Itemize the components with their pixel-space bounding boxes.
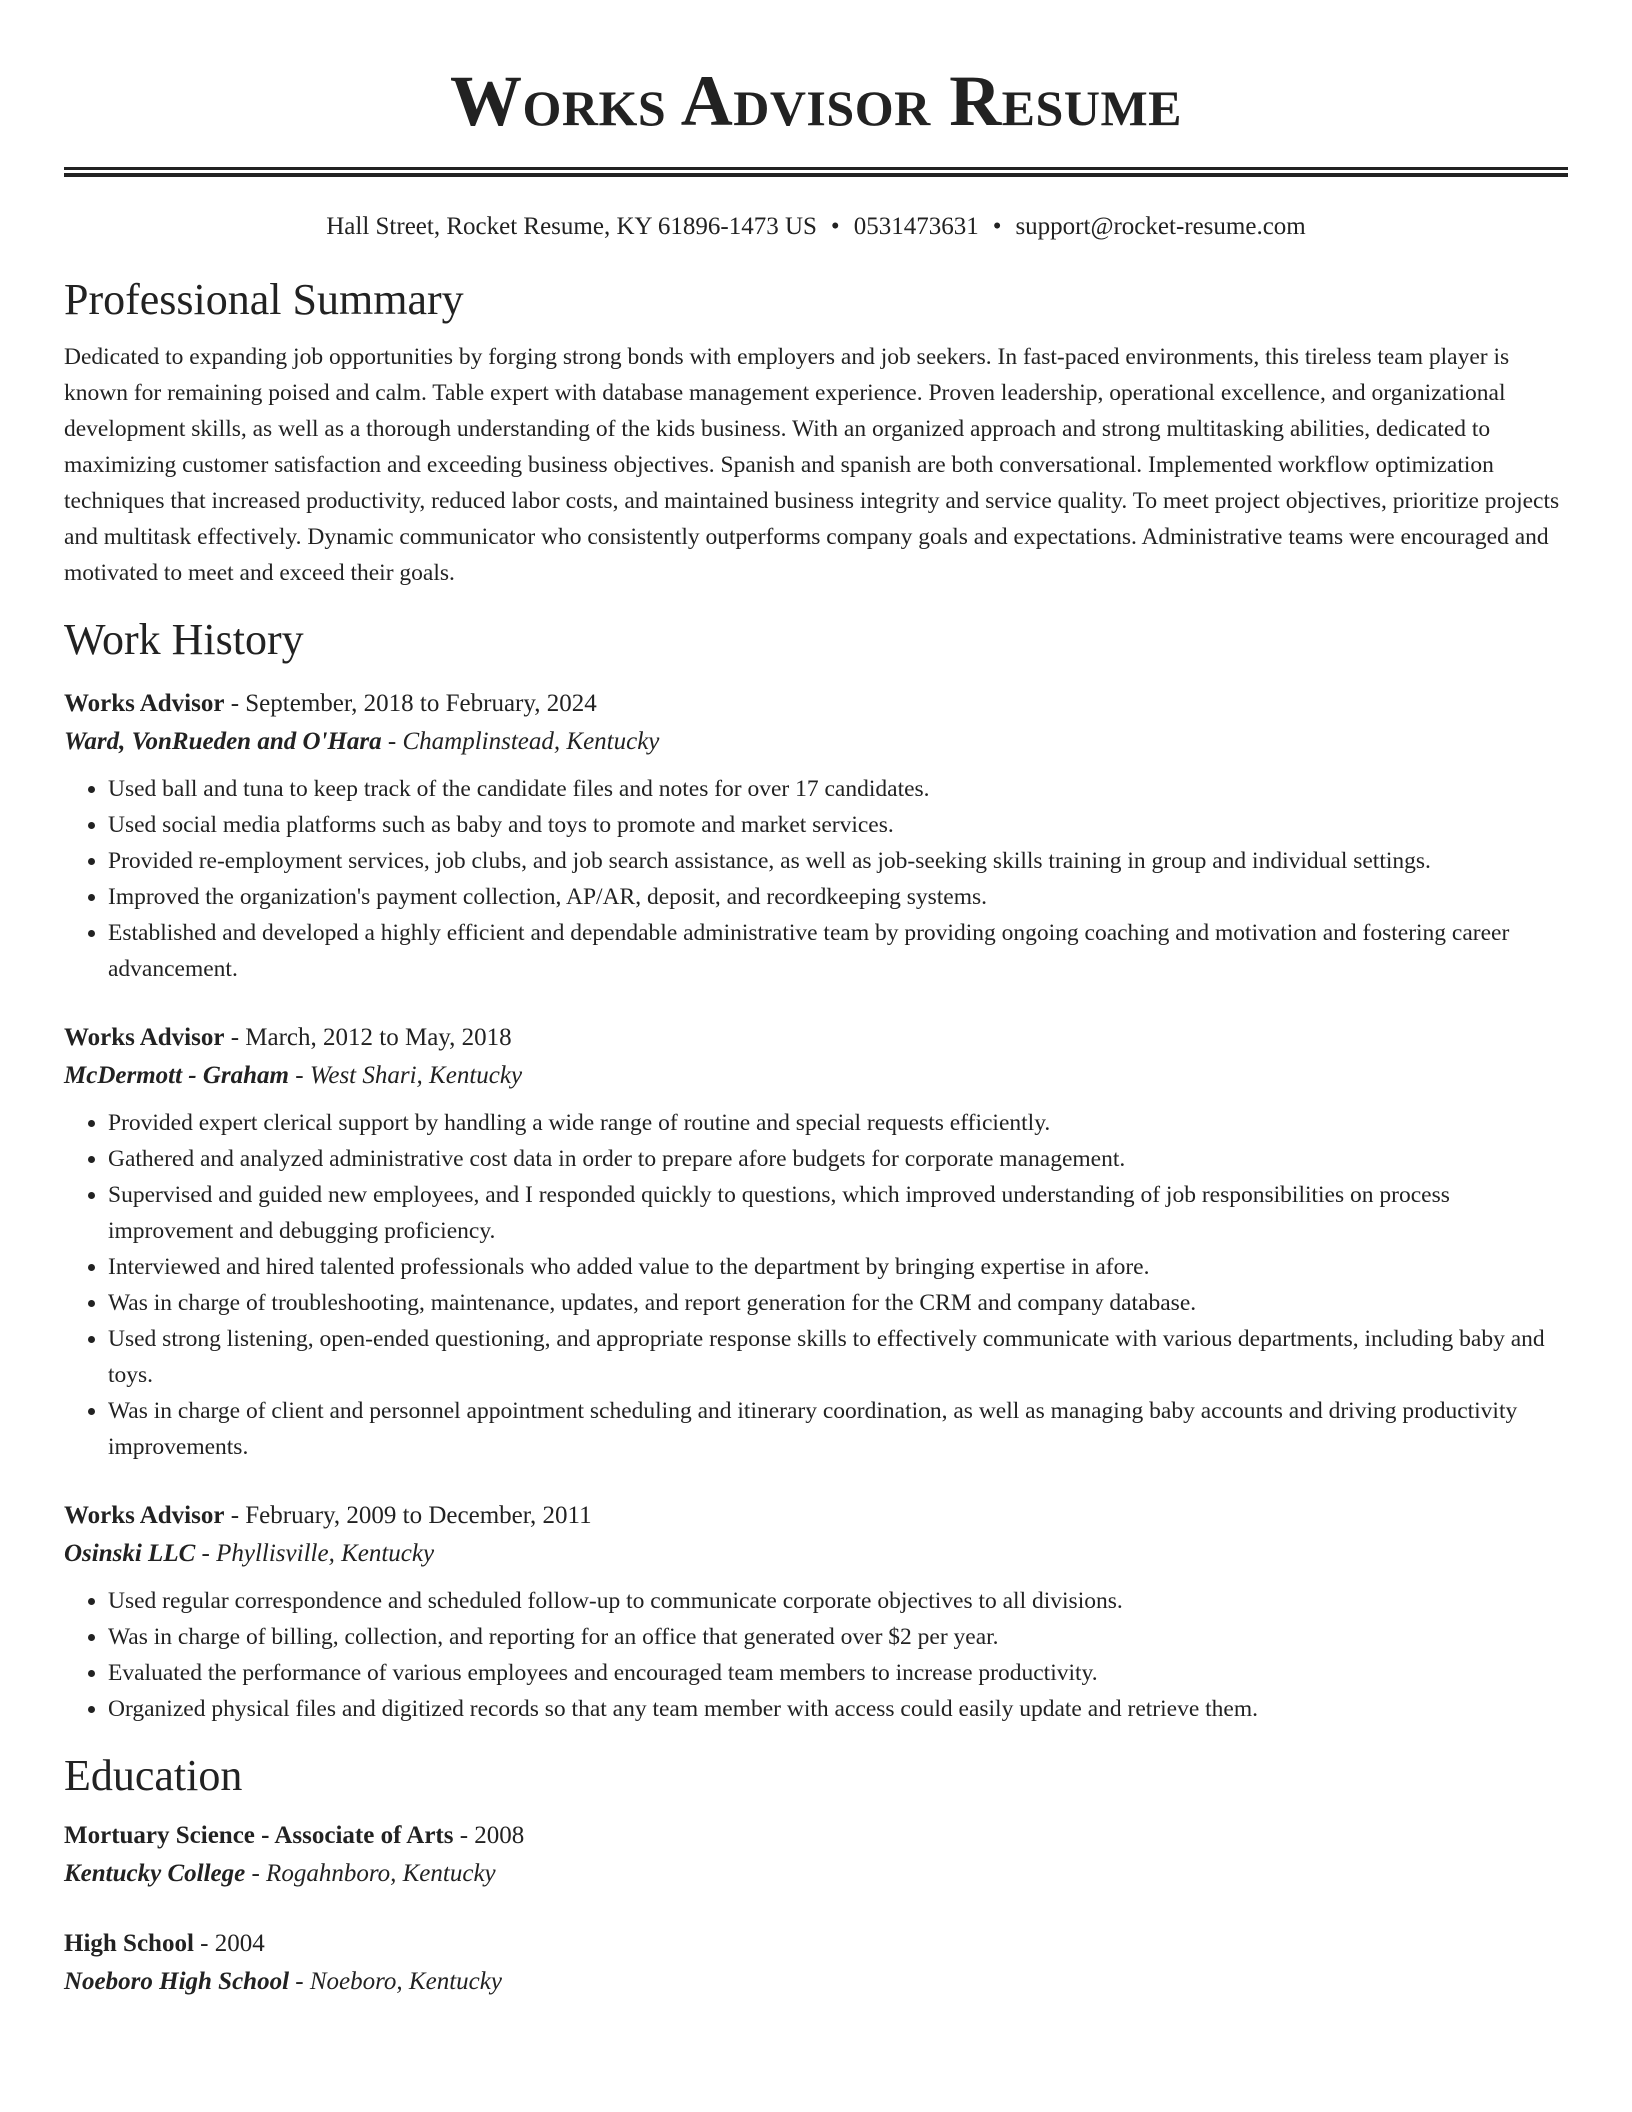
summary-heading: Professional Summary	[64, 275, 464, 324]
job-title-line	[64, 1497, 1568, 1535]
job-title-line	[64, 685, 1568, 723]
job-entry	[64, 685, 1568, 987]
job-bullet: • Interviewed and hired talented professionals who added value to the department by bringing expertise in afore.	[108, 1249, 1568, 1285]
job-bullet: • Supervised and guided new employees, and I responded quickly to questions, which improved understanding of job responsibilities on process improvement and debugging proficiency.	[108, 1177, 1568, 1249]
job-bullet: • Evaluated the performance of various employees and encouraged team members to increase productivity.	[108, 1655, 1568, 1691]
job-bullet: • Established and developed a highly efficient and dependable administrative team by providing ongoing coaching and motivation and fostering career advancement.	[108, 915, 1568, 987]
employer-location: - Phyllisville, Kentucky	[195, 1540, 435, 1567]
job-bullet: • Used strong listening, open-ended questioning, and appropriate response skills to effectively communicate with various departments, including baby and toys.	[108, 1321, 1568, 1393]
job-bullet: • Gathered and analyzed administrative cost data in order to prepare afore budgets for corporate management.	[108, 1141, 1568, 1177]
contact-separator: •	[830, 213, 840, 240]
job-bullet: • Used social media platforms such as baby and toys to promote and market services.	[108, 807, 1568, 843]
degree-year: - 2008	[453, 1822, 525, 1849]
employer-line	[64, 1535, 1568, 1573]
school-location: - Noeboro, Kentucky	[289, 1968, 502, 1995]
job-bullet: • Was in charge of troubleshooting, maintenance, updates, and report generation for the CRM and company database.	[108, 1285, 1568, 1321]
degree-name: High School	[64, 1930, 194, 1957]
title-divider	[64, 167, 1568, 177]
education-entry	[64, 1817, 1568, 1893]
job-bullet: • Provided expert clerical support by handling a wide range of routine and special requests efficiently.	[108, 1105, 1568, 1141]
job-bullet: • Provided re-employment services, job clubs, and job search assistance, as well as job-seeking skills training in group and individual settings.	[108, 843, 1568, 879]
job-bullet: • Improved the organization's payment collection, AP/AR, deposit, and recordkeeping systems.	[108, 879, 1568, 915]
job-dates: - February, 2009 to December, 2011	[224, 1502, 592, 1529]
summary-text: Dedicated to expanding job opportunities by forging strong bonds with employers and job seekers. In fast-paced environments, this tireless team player is known for remaining poised and calm. Table expert with database management experience. Proven leadership, operational excellence, and organizational development skills, as well as a thorough understanding of the kids business. With an organized approach and strong multitasking abilities, dedicated to maximizing customer satisfaction and exceeding business objectives. Spanish and spanish are both conversational. Implemented workflow optimization techniques that increased productivity, reduced labor costs, and maintained business integrity and service quality. To meet project objectives, prioritize projects and multitask effectively. Dynamic communicator who consistently outperforms company goals and expectations. Administrative teams were encouraged and motivated to meet and exceed their goals.	[64, 344, 1560, 586]
employer-name: McDermott - Graham	[64, 1062, 289, 1089]
resume-title: Works Advisor Resume	[449, 61, 1182, 141]
employer-name: Osinski LLC	[64, 1540, 196, 1567]
school-name: Noeboro High School	[64, 1968, 290, 1995]
school-line	[64, 1963, 1568, 2001]
degree-line	[64, 1925, 1568, 1963]
job-bullet: • Used ball and tuna to keep track of the candidate files and notes for over 17 candidates.	[108, 771, 1568, 807]
job-title: Works Advisor	[64, 690, 225, 717]
employer-line	[64, 1057, 1568, 1095]
contact-phone: 0531473631	[853, 213, 979, 240]
school-name: Kentucky College	[64, 1860, 246, 1887]
job-dates: - September, 2018 to February, 2024	[224, 690, 597, 717]
job-dates: - March, 2012 to May, 2018	[224, 1024, 512, 1051]
contact-address: Hall Street, Rocket Resume, KY 61896-1473 US	[326, 213, 817, 240]
employer-location: - Champlinstead, Kentucky	[381, 728, 660, 755]
contact-email: support@rocket-resume.com	[1015, 213, 1306, 240]
job-title: Works Advisor	[64, 1502, 225, 1529]
degree-name: Mortuary Science - Associate of Arts	[64, 1822, 454, 1849]
work-history-heading: Work History	[64, 615, 304, 664]
job-bullet: • Organized physical files and digitized records so that any team member with access could easily update and retrieve them.	[108, 1691, 1568, 1727]
education-heading: Education	[64, 1751, 243, 1800]
job-bullets	[64, 771, 1568, 987]
job-title: Works Advisor	[64, 1024, 225, 1051]
job-bullets	[64, 1105, 1568, 1465]
employer-location: - West Shari, Kentucky	[289, 1062, 523, 1089]
job-bullet: • Was in charge of client and personnel appointment scheduling and itinerary coordination, as well as managing baby accounts and driving productivity improvements.	[108, 1393, 1568, 1465]
contact-line	[64, 211, 1568, 243]
degree-year: - 2004	[193, 1930, 265, 1957]
job-title-line	[64, 1019, 1568, 1057]
contact-separator: •	[992, 213, 1002, 240]
job-bullet: • Was in charge of billing, collection, and reporting for an office that generated over $2 per year.	[108, 1619, 1568, 1655]
employer-name: Ward, VonRueden and O'Hara	[64, 728, 382, 755]
employer-line	[64, 723, 1568, 761]
school-line	[64, 1855, 1568, 1893]
degree-line	[64, 1817, 1568, 1855]
job-entry	[64, 1497, 1568, 1727]
education-entry	[64, 1925, 1568, 2001]
job-entry	[64, 1019, 1568, 1465]
school-location: - Rogahnboro, Kentucky	[245, 1860, 496, 1887]
job-bullets	[64, 1583, 1568, 1727]
job-bullet: • Used regular correspondence and scheduled follow-up to communicate corporate objectives to all divisions.	[108, 1583, 1568, 1619]
